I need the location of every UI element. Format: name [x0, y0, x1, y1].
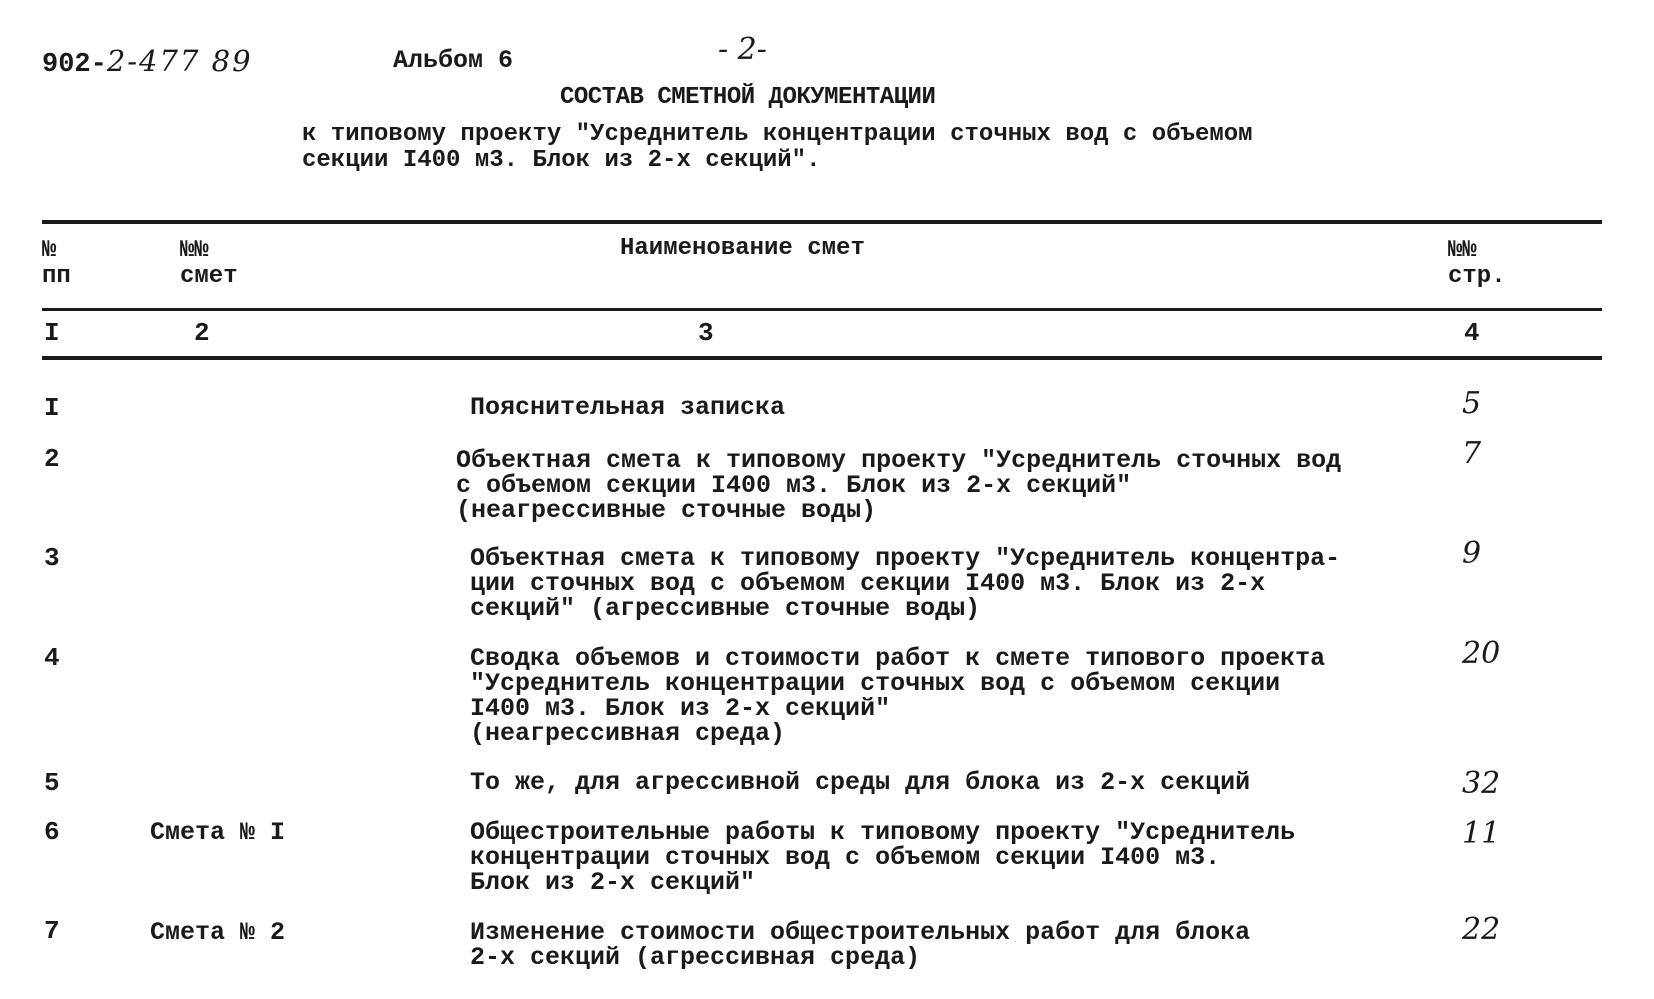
table-row-1-name: Пояснительная записка — [470, 393, 786, 422]
document-code — [42, 44, 253, 80]
table-row-5-name: То же, для агрессивной среды для блока из 2-х секций — [470, 768, 1251, 797]
table-row-7-num: 7 — [44, 916, 60, 946]
table-row-3-num: 3 — [44, 543, 60, 573]
table-row-1-page: 5 — [1462, 386, 1482, 421]
document-subtitle: к типовому проекту "Усреднитель концентрации сточных вод с объемом секции I400 м3. Блок из 2-х секций". — [302, 121, 1253, 174]
document-title: СОСТАВ СМЕТНОЙ ДОКУМЕНТАЦИИ — [560, 84, 936, 111]
table-row-5-page: 32 — [1462, 766, 1501, 801]
column-numbers-rule — [42, 356, 1602, 360]
column-header-estimate: №№ смет — [180, 237, 238, 290]
document-code-handwritten: 2-477 89 — [106, 44, 253, 78]
table-row-3-name: Объектная смета к типовому проекту "Усреднитель концентра- ции сточных вод с объемом секции I400 м3. Блок из 2-х секций" (агрессивные сточные воды) — [470, 544, 1341, 623]
column-header-page: №№ стр. — [1448, 237, 1506, 290]
table-row-4-num: 4 — [44, 643, 60, 673]
table-row-4-name: Сводка объемов и стоимости работ к смете типового проекта "Усреднитель концентрации сточных вод с объемом секции I400 м3. Блок из 2-х секций" (неагрессивная среда) — [470, 644, 1326, 748]
table-row-3-page: 9 — [1462, 536, 1482, 571]
column-number-4: 4 — [1464, 318, 1480, 348]
table-row-6-page: 11 — [1462, 816, 1501, 851]
table-row-6-name: Общестроительные работы к типовому проекту "Усреднитель концентрации сточных вод с объемом секции I400 м3. Блок из 2-х секций" — [470, 818, 1296, 897]
table-row-7-name: Изменение стоимости общестроительных работ для блока 2-х секций (агрессивная среда) — [470, 918, 1251, 972]
column-number-2: 2 — [194, 318, 210, 348]
table-row-2-page: 7 — [1462, 436, 1482, 471]
table-row-2-num: 2 — [44, 444, 60, 474]
header-rule — [42, 308, 1602, 311]
table-row-7-page: 22 — [1462, 912, 1501, 947]
column-header-num: № пп — [42, 237, 71, 290]
table-row-6-num: 6 — [44, 817, 60, 847]
table-row-4-page: 20 — [1462, 636, 1501, 671]
table-row-6-estimate: Смета № I — [150, 818, 286, 847]
column-number-3: 3 — [698, 318, 714, 348]
table-row-2-name: Объектная смета к типовому проекту "Усреднитель сточных вод с объемом секции I400 м3. Блок из 2-х секций" (неагрессивные сточные воды) — [456, 446, 1342, 525]
album-label: Альбом 6 — [393, 46, 514, 75]
table-row-5-num: 5 — [44, 768, 60, 798]
table-top-rule — [42, 220, 1602, 224]
column-header-name: Наименование смет — [620, 235, 865, 262]
column-number-1: I — [44, 318, 60, 348]
document-code-prefix: 902- — [42, 50, 107, 80]
table-row-1-num: I — [44, 393, 60, 423]
table-row-7-estimate: Смета № 2 — [150, 918, 286, 947]
page-number: - 2- — [718, 32, 767, 67]
